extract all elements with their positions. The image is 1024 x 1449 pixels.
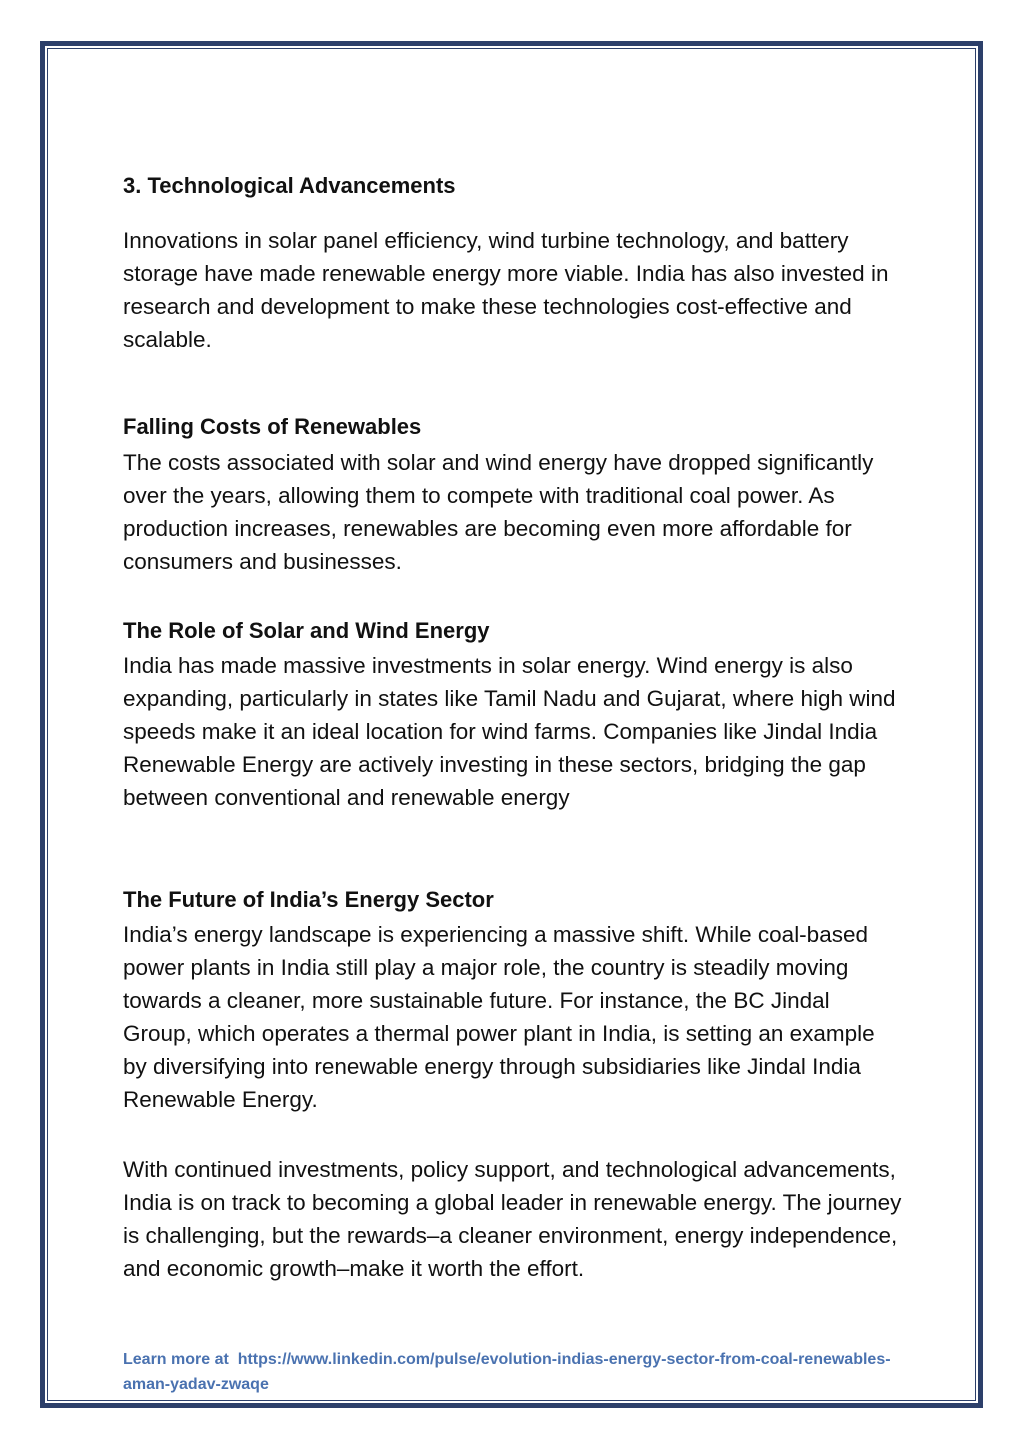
closing-paragraph: With continued investments, policy support, and technological advancements, India is on track to becoming a global leader in renewable energy. The journey is challenging, but the rewards–a cleaner environment, energy independence, and economic growth–make it worth the effort. <box>123 1157 902 1281</box>
section-body-falling-costs: The costs associated with solar and wind energy have dropped significantly over the years, allowing them to compete with traditional coal power. As production increases, renewables are becoming even more affordable for consumers and businesses. <box>123 450 874 574</box>
learn-more-footer <box>123 1347 903 1397</box>
section-body-future-energy-sector: India’s energy landscape is experiencing a massive shift. While coal-based power plants in India still play a major role, the country is steadily moving towards a cleaner, more sustainable future. For instance, the BC Jindal Group, which operates a thermal power plant in India, is setting an example by diversifying into renewable energy through subsidiaries like Jindal India Renewable Energy. <box>123 922 875 1112</box>
section-heading-falling-costs: Falling Costs of Renewables <box>123 414 422 439</box>
section-heading-technological-advancements: 3. Technological Advancements <box>123 173 456 198</box>
learn-more-label: Learn more at <box>123 1351 229 1368</box>
section-heading-solar-wind-role: The Role of Solar and Wind Energy <box>123 618 490 643</box>
section-heading-future-energy-sector: The Future of India’s Energy Sector <box>123 887 494 912</box>
section-body-solar-wind-role: India has made massive investments in solar energy. Wind energy is also expanding, particularly in states like Tamil Nadu and Gujarat, where high wind speeds make it an ideal location for wind farms. Companies like Jindal India Renewable Energy are actively investing in these sectors, bridging the gap between conventional and renewable energy <box>123 653 896 810</box>
source-link[interactable]: https://www.linkedin.com/pulse/evolution-indias-energy-sector-from-coal-renewables-aman-yadav-zwaqe <box>123 1351 891 1393</box>
section-body-technological-advancements: Innovations in solar panel efficiency, wind turbine technology, and battery storage have made renewable energy more viable. India has also invested in research and development to make these technologies cost-effective and scalable. <box>123 228 889 352</box>
